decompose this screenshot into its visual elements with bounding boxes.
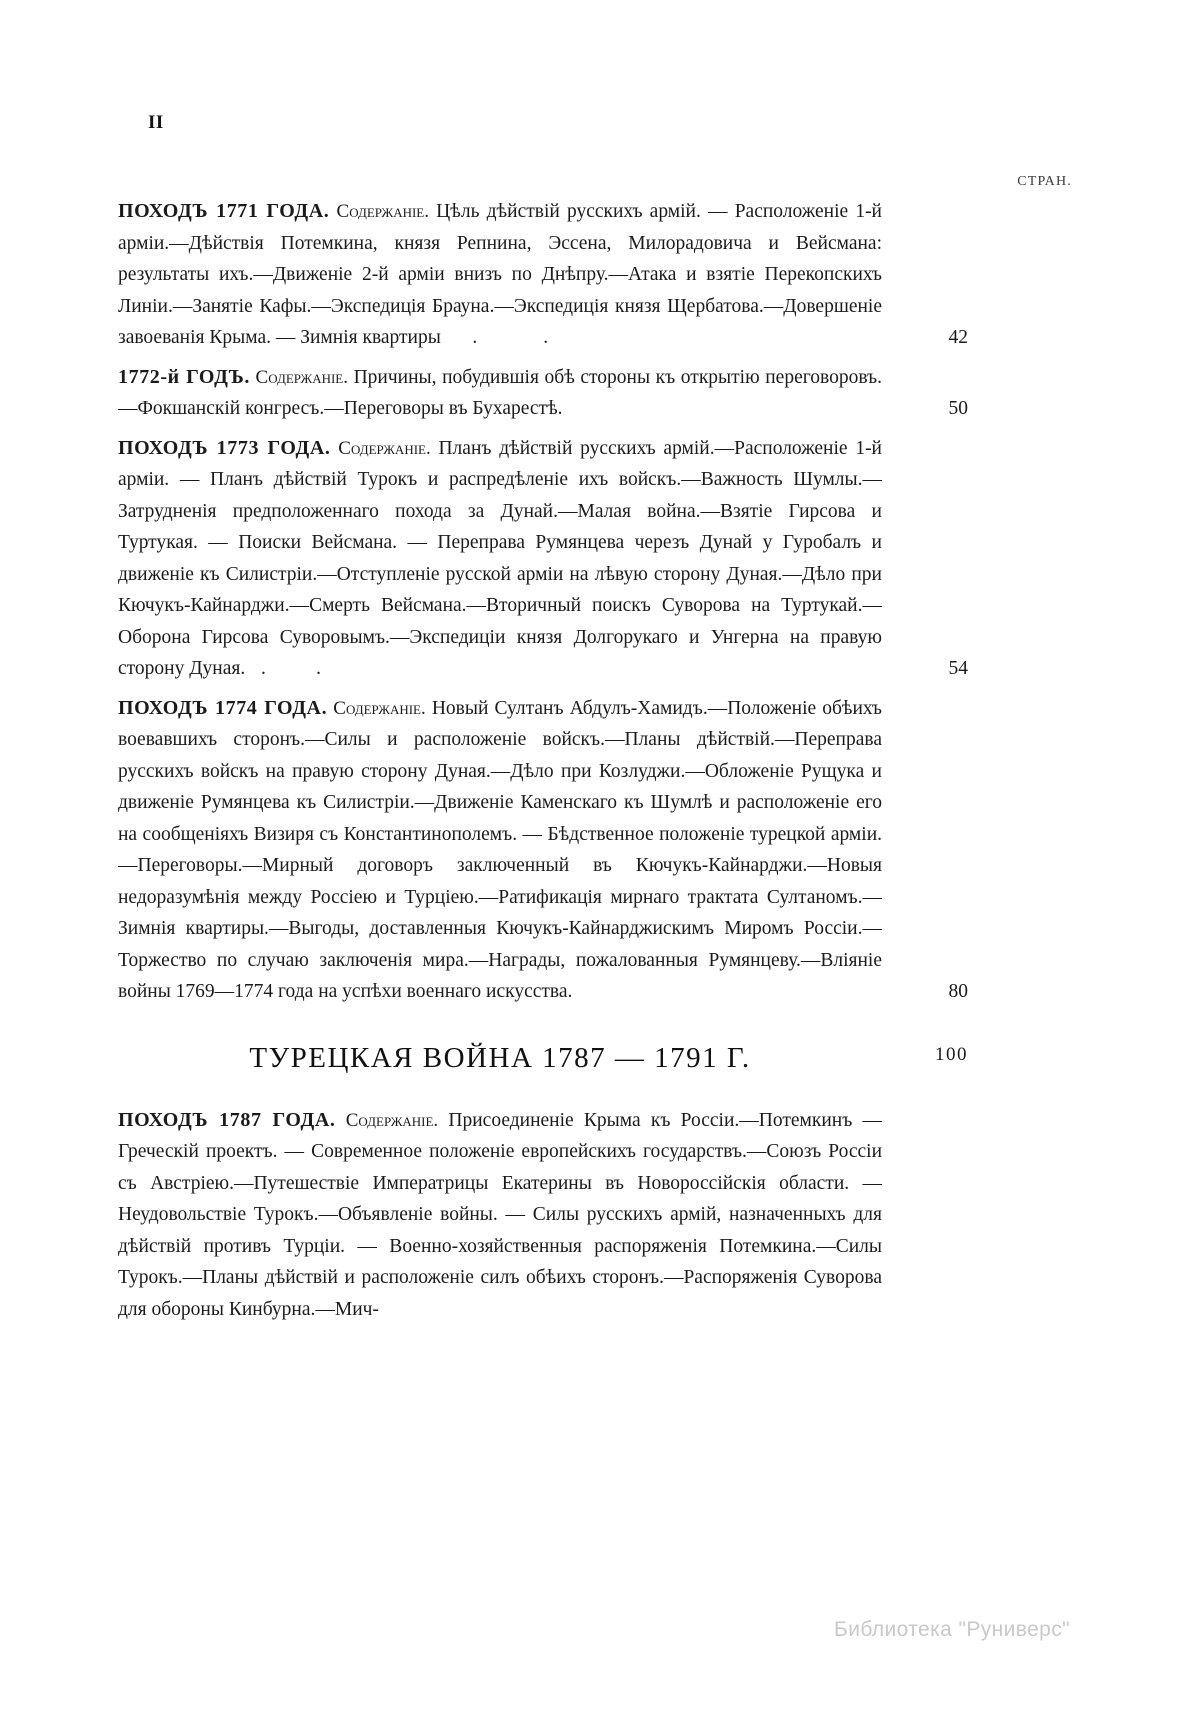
toc-entry-page: 80 [948, 981, 968, 1002]
toc-entry-heading: ПОХОДЪ 1771 ГОДА. [118, 200, 330, 222]
toc-entry [118, 1105, 968, 1326]
toc-entry-subheading: Содержаніе. [336, 201, 429, 222]
toc-entry-description: Новый Султанъ Абдулъ-Хамидъ.—Положеніе обѣихъ воевавшихъ сторонъ.—Силы и расположеніе войскъ.—Планы дѣйствій.—Переправа русскихъ войскъ на правую сторону Дуная.—Дѣло при Козлуджи.—Обложеніе Рущука и движеніе Румянцева къ Силистріи.—Движеніе Каменскаго къ Шумлѣ и расположеніе его на сообщеніяхъ Визиря съ Константинополемъ. — Бѣдственное положеніе турецкой арміи.—Переговоры.—Мирный договоръ заключенный въ Кючукъ-Кайнарджи.—Новыя недоразумѣнія между Россіею и Турціею.—Ратификація мирнаго трактата Султаномъ.—Зимнія квартиры.—Выгоды, доставленныя Кючукъ-Кайнарджискимъ Миромъ Россіи.—Торжество по случаю заключенія мира.—Награды, пожалованныя Румянцеву.—Вліяніе войны 1769—1774 года на успѣхи военнаго искусства. [118, 697, 883, 1002]
toc-entry-subheading: Содержаніе. [255, 366, 348, 388]
toc-entry-heading: ПОХОДЪ 1787 ГОДА. [118, 1108, 336, 1131]
toc-entry-page: 50 [948, 398, 968, 419]
section-heading [118, 1042, 968, 1075]
toc-entry-heading: ПОХОДЪ 1774 ГОДА. [118, 696, 328, 719]
library-watermark: Библиотека "Руниверс" [834, 1618, 1070, 1641]
toc-entry-heading: 1772-й ГОДЪ. [118, 365, 250, 388]
toc-entry-description: Цѣль дѣйствій русскихъ армій. — Расположеніе 1-й арміи.—Дѣйствія Потемкина, князя Репнина, Эссена, Милорадовича и Вейсмана: результаты ихъ.—Движеніе 2-й арміи внизъ по Днѣпру.—Атака и взятіе Перекопскихъ Линіи.—Занятіе Кафы.—Экспедиція Брауна.—Экспедиція князя Щербатова.—Довершеніе завоеванія Крыма. — Зимнія квартиры [118, 201, 882, 348]
toc-entry [118, 693, 968, 1008]
toc-entry-page: 42 [948, 327, 968, 348]
toc-entry [118, 196, 968, 354]
toc-entry-text [118, 362, 968, 425]
page-folio: II [148, 112, 164, 133]
toc-entry-text [118, 693, 968, 1008]
toc-leader-dots: . . [440, 327, 552, 348]
toc-entry-text [118, 1105, 968, 1326]
table-of-contents [118, 196, 968, 1333]
toc-entry-subheading: Содержаніе. [333, 697, 426, 719]
toc-entry-subheading: Содержаніе. [345, 1109, 439, 1131]
toc-entry [118, 433, 968, 685]
section-heading-page: 100 [935, 1044, 968, 1065]
column-header-pages: СТРАН. [1017, 174, 1072, 189]
toc-leader-dots: . . [245, 658, 324, 679]
toc-entry-description: Присоединеніе Крыма къ Россіи.—Потемкинъ —Греческій проектъ. — Современное положеніе европейскихъ государствъ.—Союзъ Россіи съ Австріею.—Путешествіе Императрицы Екатерины въ Новороссійскія области. — Неудовольствіе Турокъ.—Объявленіе войны. — Силы русскихъ армій, назначенныхъ для дѣйствій противъ Турціи. — Военно-хозяйственныя распоряженія Потемкина.—Силы Турокъ.—Планы дѣйствій и расположеніе силъ обѣихъ сторонъ.—Распоряженія Суворова для обороны Кинбурна.—Мич- [118, 1109, 883, 1320]
toc-entry-description: Планъ дѣйствій русскихъ армій.—Расположеніе 1-й арміи. — Планъ дѣйствій Турокъ и распредѣленіе ихъ войскъ.—Важность Шумлы.—Затрудненія предположеннаго похода за Дунай.—Малая война.—Взятіе Гирсова и Туртукая. — Поиски Вейсмана. — Переправа Румянцева черезъ Дунай у Гуробалъ и движеніе къ Силистріи.—Отступленіе русской арміи на лѣвую сторону Дуная.—Дѣло при Кючукъ-Кайнарджи.—Смерть Вейсмана.—Вторичный поискъ Суворова на Туртукай.—Оборона Гирсова Суворовымъ.—Экспедиціи князя Долгорукаго и Унгерна на правую сторону Дуная. [118, 437, 882, 679]
toc-entry-page: 54 [948, 658, 968, 679]
toc-entry-subheading: Содержаніе. [338, 437, 431, 459]
section-heading-text: ТУРЕЦКАЯ ВОЙНА 1787 — 1791 Г. [249, 1041, 751, 1074]
toc-entry-description: Причины, побудившія обѣ стороны къ открытію переговоровъ.—Фокшанскій конгресъ.—Переговоры въ Бухарестѣ. [118, 366, 883, 419]
toc-entry-text [118, 196, 968, 354]
toc-entry-heading: ПОХОДЪ 1773 ГОДА. [118, 436, 331, 459]
toc-entry [118, 362, 968, 425]
toc-entry-text [118, 433, 968, 685]
